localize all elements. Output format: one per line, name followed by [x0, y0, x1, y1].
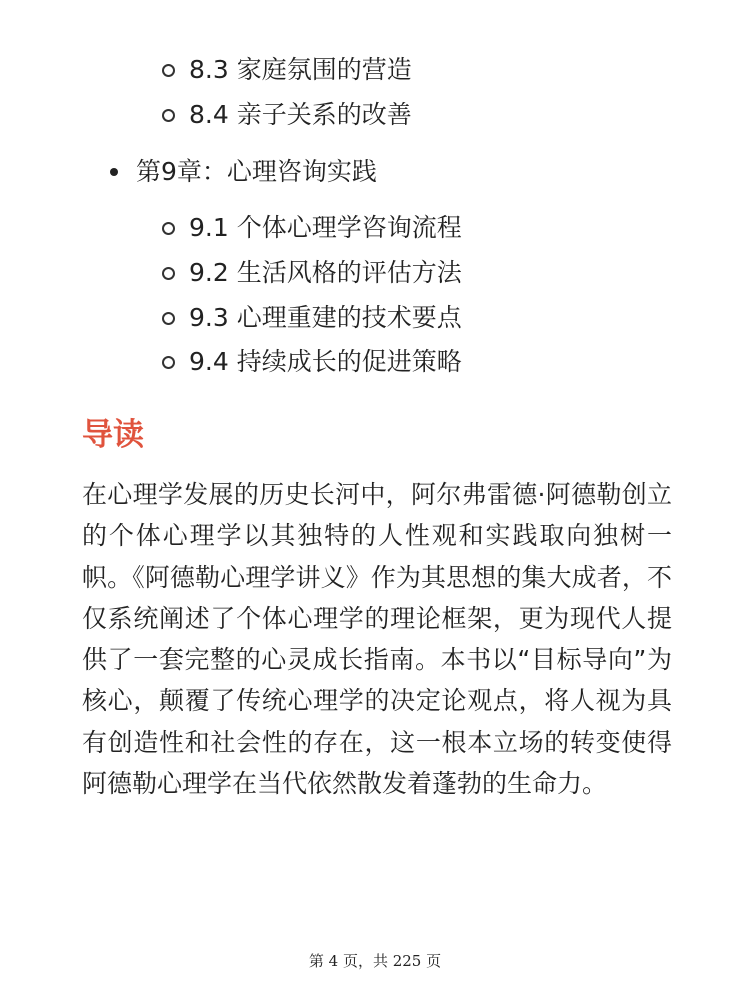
section-heading: 导读 [82, 417, 144, 453]
circle-bullet-icon [162, 222, 175, 235]
toc-sub-item-label: 9.3 心理重建的技术要点 [189, 303, 462, 332]
toc-sub-item-label: 8.3 家庭氛围的营造 [189, 55, 412, 84]
toc-sub-item-label: 9.4 持续成长的促进策略 [189, 347, 462, 376]
toc-sub-item [162, 95, 412, 135]
toc-chapter-item [110, 152, 377, 192]
circle-bullet-icon [162, 312, 175, 325]
toc-sub-item [162, 253, 462, 293]
circle-bullet-icon [162, 267, 175, 280]
toc-chapter-label: 第9章：心理咨询实践 [136, 157, 377, 186]
page-number-footer: 第 4 页，共 225 页 [308, 952, 442, 970]
toc-sub-item [162, 342, 462, 382]
circle-bullet-icon [162, 64, 175, 77]
circle-bullet-icon [162, 356, 175, 369]
circle-bullet-icon [162, 109, 175, 122]
toc-sub-item-label: 9.2 生活风格的评估方法 [189, 258, 462, 287]
toc-sub-item [162, 298, 462, 338]
toc-sub-item [162, 208, 462, 248]
disc-bullet-icon [110, 168, 118, 176]
toc-sub-item-label: 8.4 亲子关系的改善 [189, 100, 412, 129]
toc-sub-item-label: 9.1 个体心理学咨询流程 [189, 213, 462, 242]
intro-paragraph: 在心理学发展的历史长河中，阿尔弗雷德·阿德勒创立的个体心理学以其独特的人性观和实践取向独树一帜。《阿德勒心理学讲义》作为其思想的集大成者，不仅系统阐述了个体心理学的理论框架，更为现代人提供了一套完整的心灵成长指南。本书以“目标导向”为核心，颠覆了传统心理学的决定论观点，将人视为具有创造性和社会性的存在，这一根本立场的转变使得阿德勒心理学在当代依然散发着蓬勃的生命力。 [82, 480, 672, 799]
toc-sub-item [162, 50, 412, 90]
